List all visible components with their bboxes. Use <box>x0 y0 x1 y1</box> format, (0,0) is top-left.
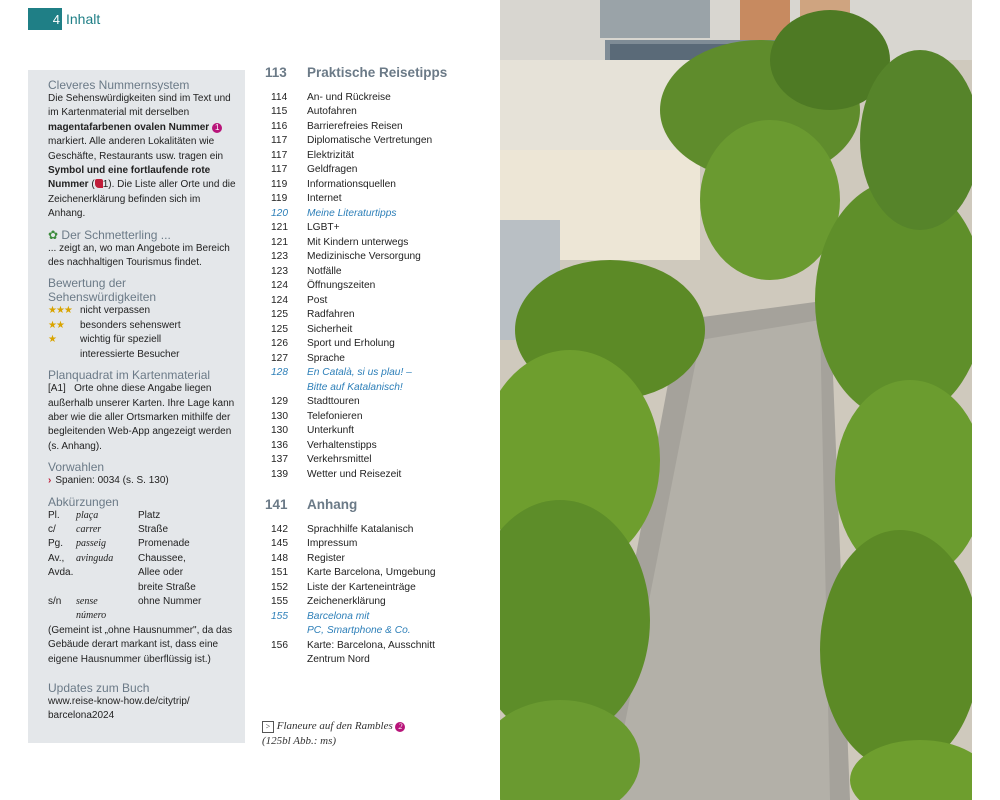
rambles-photo <box>500 0 972 800</box>
abbr-row <box>48 566 237 580</box>
toc-page-number: 129 <box>271 396 288 407</box>
toc-entry-title: Mit Kindern unterwegs <box>307 236 409 248</box>
toc-entry[interactable] <box>265 537 495 552</box>
toc-entry-title: Wetter und Reisezeit <box>307 468 402 480</box>
toc-entry[interactable] <box>265 279 495 294</box>
toc-page-number: 142 <box>271 523 288 535</box>
toc-entry-title: Informationsquellen <box>307 178 396 190</box>
toc-entry-title: Sprache <box>307 352 345 364</box>
table-of-contents <box>265 66 495 668</box>
info-sidebar <box>28 70 245 743</box>
toc-page-number: 136 <box>271 439 288 451</box>
toc-entry-title: Meine Literaturtipps <box>307 207 397 219</box>
toc-entry-title: Verhaltenstipps <box>307 439 377 451</box>
abbr-short: Pl. <box>48 509 60 521</box>
toc-entry-title: Diplomatische Vertretungen <box>307 135 433 146</box>
toc-page-number: 130 <box>271 425 288 436</box>
toc-section-title: Anhang <box>307 497 358 512</box>
toc-entry-title: LGBT+ <box>307 222 340 233</box>
toc-entry[interactable] <box>265 265 495 280</box>
abbreviations-note: (Gemeint ist „ohne Hausnummer", da das Gebäude derart markant ist, dass eine eigene Hausnummer überflüssig ist.) <box>48 624 233 665</box>
toc-entry-title: Sprachhilfe Katalanisch <box>307 523 414 535</box>
page-title: Inhalt <box>66 11 101 27</box>
toc-page-number: 125 <box>271 323 288 335</box>
numbering-text <box>48 92 237 222</box>
toc-entry[interactable] <box>265 595 495 610</box>
butterfly-text: ... zeigt an, wo man Angebote im Bereich des nachhaltigen Tourismus findet. <box>48 242 230 269</box>
toc-entry-title: Unterkunft <box>307 425 354 436</box>
toc-entry[interactable] <box>265 395 495 410</box>
toc-entry[interactable] <box>265 134 495 149</box>
toc-entry[interactable] <box>265 624 495 639</box>
numbering-heading: Cleveres Nummernsystem <box>48 78 190 92</box>
toc-entry[interactable] <box>265 308 495 323</box>
butterfly-heading <box>48 228 237 242</box>
prefix-text <box>48 474 237 488</box>
toc-entry[interactable] <box>265 639 495 654</box>
chevron-right-icon: › <box>48 475 52 487</box>
numbering-bold-2: Symbol und eine fortlaufende rote Nummer <box>48 165 211 191</box>
abbr-catalan: avinguda <box>76 552 114 564</box>
toc-entry[interactable] <box>265 453 495 468</box>
toc-section-heading <box>265 66 495 81</box>
toc-page-number: 123 <box>271 251 288 262</box>
abbr-catalan: carrer <box>76 523 102 535</box>
abbr-german: Platz <box>138 509 161 521</box>
toc-entry-title: Zeichenerklärung <box>307 596 386 607</box>
toc-entry[interactable] <box>265 192 495 207</box>
toc-page-number: 123 <box>271 265 288 277</box>
toc-entry-title: Bitte auf Katalanisch! <box>307 381 403 393</box>
abbr-row <box>48 537 237 551</box>
caption-text: Flaneure auf den Rambles <box>276 720 393 732</box>
photo-caption <box>262 719 405 749</box>
abbr-row <box>48 552 237 566</box>
toc-page-number: 130 <box>271 410 288 422</box>
toc-entry[interactable] <box>265 610 495 625</box>
abbr-catalan: passeig <box>76 538 106 550</box>
rating-label: wichtig für speziell <box>80 334 162 346</box>
prefix-value: Spanien: 0034 (s. S. 130) <box>55 475 169 487</box>
abbr-german: breite Straße <box>138 581 196 593</box>
toc-list <box>265 523 495 668</box>
toc-entry[interactable] <box>265 653 495 668</box>
toc-entry[interactable] <box>265 91 495 106</box>
rating-label: besonders sehenswert <box>80 319 181 331</box>
toc-entry[interactable] <box>265 523 495 538</box>
toc-entry-title: Stadttouren <box>307 396 360 407</box>
abbr-german: Chaussee, <box>138 552 186 564</box>
magenta-number-pill: 1 <box>212 123 222 133</box>
toc-page-number: 155 <box>271 610 288 622</box>
caption-marker-icon: > <box>262 721 274 733</box>
rating-list <box>48 304 237 362</box>
abbr-row <box>48 509 237 523</box>
numbering-text-2: markiert. Alle anderen Lokalitäten wie Geschäfte, Restaurants usw. tragen ein <box>48 136 224 162</box>
toc-entry-title: Sport und Erholung <box>307 338 395 349</box>
toc-entry[interactable] <box>265 366 495 381</box>
toc-entry-title: Autofahren <box>307 106 357 117</box>
toc-section-number: 141 <box>265 497 288 512</box>
toc-entry-title: Geldfragen <box>307 164 358 175</box>
toc-entry-title: Internet <box>307 193 342 204</box>
toc-entry-title: Telefonieren <box>307 410 363 422</box>
abbr-short: c/ <box>48 523 56 535</box>
toc-page-number: 119 <box>271 193 288 204</box>
toc-entry[interactable] <box>265 552 495 567</box>
toc-entry-title: Post <box>307 294 328 306</box>
grid-text <box>48 382 237 454</box>
toc-page-number: 124 <box>271 280 288 291</box>
star-icon: ★★★ <box>48 305 72 317</box>
caption-credit: (125bl Abb.: ms) <box>262 735 337 747</box>
toc-entry[interactable] <box>265 178 495 193</box>
abbr-catalan: plaça <box>76 509 99 521</box>
abbr-catalan: número <box>76 610 107 622</box>
page-header <box>28 8 100 30</box>
toc-entry[interactable] <box>265 566 495 581</box>
rambles-photo-illustration <box>500 0 972 800</box>
toc-entry-title: Verkehrsmittel <box>307 454 372 465</box>
abbr-row <box>48 581 237 595</box>
toc-page-number: 120 <box>271 207 288 219</box>
abbr-german: Promenade <box>138 538 190 550</box>
toc-page-number: 117 <box>271 164 288 175</box>
abbreviations-table <box>48 509 237 624</box>
toc-entry-title: Liste der Karteneinträge <box>307 581 416 593</box>
numbering-bold-1: magentafarbenen ovalen Nummer <box>48 121 210 133</box>
red-marker-icon <box>95 179 103 188</box>
toc-page-number: 125 <box>271 309 288 320</box>
toc-entry-title: Karte Barcelona, Umgebung <box>307 567 436 578</box>
rating-row <box>48 304 237 318</box>
abbr-german: Straße <box>138 523 169 535</box>
star-icon: ★ <box>48 334 56 346</box>
toc-page-number: 137 <box>271 454 288 465</box>
toc-entry-title: Register <box>307 552 345 564</box>
toc-entry[interactable] <box>265 250 495 265</box>
prefix-heading: Vorwahlen <box>48 460 105 475</box>
toc-page-number: 156 <box>271 639 288 651</box>
grid-description: Orte ohne diese Angabe liegen außerhalb unserer Karten. Ihre Lage kann aber wie die aller Ortsmarken mithilfe der begleitenden Web-App angezeigt werden (s. Anhang). <box>48 383 235 452</box>
abbr-short: s/n <box>48 595 62 607</box>
toc-entry-title: Notfälle <box>307 265 342 277</box>
toc-page-number: 117 <box>271 149 288 161</box>
toc-entry[interactable] <box>265 207 495 222</box>
toc-entry-title: Impressum <box>307 538 358 549</box>
toc-page-number: 151 <box>271 567 288 578</box>
toc-page-number: 127 <box>271 352 288 364</box>
star-icon: ★★ <box>48 319 64 331</box>
toc-page-number: 145 <box>271 538 288 549</box>
abbr-german: ohne Nummer <box>138 595 202 607</box>
page-number: 4 <box>28 8 62 30</box>
toc-page-number: 121 <box>271 236 288 248</box>
abbr-catalan: sense <box>76 595 98 607</box>
toc-entry-title: Elektrizität <box>307 149 354 161</box>
toc-page-number: 117 <box>271 135 288 146</box>
toc-page-number: 148 <box>271 552 288 564</box>
toc-entry[interactable] <box>265 337 495 352</box>
toc-entry-title: Barrierefreies Reisen <box>307 120 403 132</box>
abbr-catalan <box>76 581 138 595</box>
abbr-catalan <box>76 566 138 580</box>
updates-url-line2[interactable]: barcelona2024 <box>48 710 115 722</box>
toc-entry-title: An- und Rückreise <box>307 91 391 103</box>
updates-heading: Updates zum Buch <box>48 681 150 695</box>
rating-heading: Bewertung der Sehenswürdigkeiten <box>48 276 157 305</box>
rating-continuation: interessierte Besucher <box>80 348 180 360</box>
toc-page-number: 114 <box>271 91 288 103</box>
numbering-paren: ( <box>91 179 95 191</box>
toc-page-number: 116 <box>271 120 288 132</box>
toc-section-title: Praktische Reisetipps <box>307 65 448 80</box>
toc-page-number: 128 <box>271 367 288 378</box>
toc-page-number <box>265 624 307 639</box>
rating-row <box>48 333 237 347</box>
abbr-short: Av., <box>48 552 65 564</box>
toc-page-number: 152 <box>271 581 288 593</box>
abbr-short: Pg. <box>48 538 64 550</box>
toc-entry[interactable] <box>265 120 495 135</box>
toc-entry-title: Sicherheit <box>307 323 353 335</box>
toc-list <box>265 91 495 483</box>
toc-page-number: 124 <box>271 294 288 306</box>
toc-entry-title: Barcelona mit <box>307 610 370 622</box>
butterfly-heading-text: Der Schmetterling ... <box>61 227 171 242</box>
toc-entry[interactable] <box>265 294 495 309</box>
toc-entry[interactable] <box>265 352 495 367</box>
toc-entry[interactable] <box>265 439 495 454</box>
toc-page-number: 119 <box>271 178 288 190</box>
abbr-short: Avda. <box>48 567 74 579</box>
toc-entry[interactable] <box>265 323 495 338</box>
toc-entry[interactable] <box>265 468 495 483</box>
toc-entry-title: Radfahren <box>307 309 355 320</box>
toc-entry-title: Medizinische Versorgung <box>307 251 421 262</box>
grid-heading: Planquadrat im Kartenmaterial <box>48 368 211 383</box>
toc-entry[interactable] <box>265 581 495 596</box>
toc-entry[interactable] <box>265 163 495 178</box>
toc-section-number: 113 <box>265 65 287 80</box>
numbering-text-3: 1). Die Liste aller Orte und die Zeichenerklärung befinden sich im Anhang. <box>48 179 236 220</box>
toc-entry[interactable] <box>265 236 495 251</box>
toc-page-number: 115 <box>271 106 288 117</box>
toc-entry-title: Öffnungszeiten <box>307 280 376 291</box>
toc-entry-title: En Català, si us plau! – <box>307 367 412 378</box>
rating-label: nicht verpassen <box>80 305 151 317</box>
toc-entry[interactable] <box>265 424 495 439</box>
abbr-row <box>48 595 237 609</box>
toc-page-number: 155 <box>271 596 288 607</box>
toc-entry[interactable] <box>265 221 495 236</box>
toc-page-number: 121 <box>271 222 288 233</box>
toc-entry-title: PC, Smartphone & Co. <box>307 625 411 636</box>
toc-page-number: 139 <box>271 468 288 480</box>
toc-entry[interactable] <box>265 149 495 164</box>
toc-section-heading <box>265 498 495 513</box>
caption-number-pill: 2 <box>395 722 405 732</box>
grid-code: [A1] <box>48 383 66 395</box>
abbr-german: Allee oder <box>138 567 184 579</box>
toc-entry[interactable] <box>265 381 495 396</box>
abbr-short <box>48 581 76 595</box>
abbr-short <box>48 609 76 623</box>
abbr-row <box>48 523 237 537</box>
toc-page-number <box>265 381 307 396</box>
rating-row <box>48 319 237 333</box>
toc-page-number <box>265 653 307 668</box>
updates-url-line1[interactable]: www.reise-know-how.de/citytrip/ <box>48 696 190 707</box>
toc-entry[interactable] <box>265 105 495 120</box>
butterfly-icon: ✿ <box>48 227 59 242</box>
toc-entry-title: Karte: Barcelona, Ausschnitt <box>307 639 435 651</box>
abbreviations-heading: Abkürzungen <box>48 494 119 509</box>
abbr-row <box>48 609 237 623</box>
toc-page-number: 126 <box>271 338 288 349</box>
toc-entry-title: Zentrum Nord <box>307 654 370 665</box>
toc-entry[interactable] <box>265 410 495 425</box>
numbering-text-1: Die Sehenswürdigkeiten sind im Text und im Kartenmaterial mit derselben <box>48 93 231 119</box>
